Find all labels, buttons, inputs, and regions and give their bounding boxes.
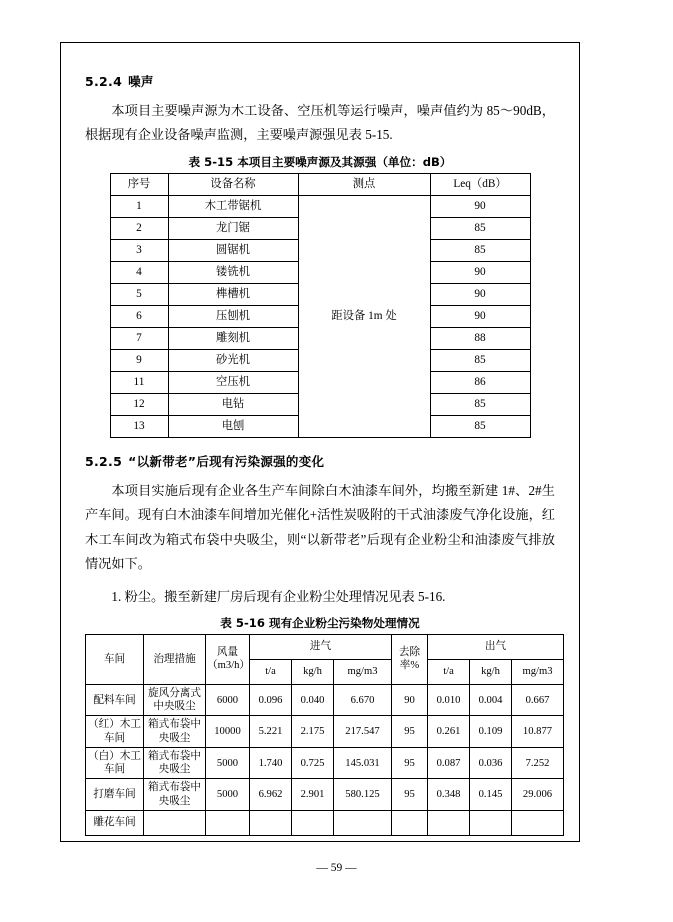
header-out-mg: mg/m3 [512, 659, 564, 684]
cell-out-kgh [470, 810, 512, 835]
cell-in-kgh [292, 810, 334, 835]
cell-out-mg: 29.006 [512, 779, 564, 810]
dust-pollutant-table [85, 634, 564, 836]
cell-leq: 85 [430, 239, 530, 261]
cell-workshop: 打磨车间 [86, 779, 144, 810]
cell-device: 榫槽机 [168, 283, 298, 305]
table-row [86, 810, 564, 835]
cell-no: 7 [110, 327, 168, 349]
cell-device: 砂光机 [168, 349, 298, 371]
table-header-row-1 [86, 634, 564, 659]
cell-in-ta: 0.096 [250, 684, 292, 715]
cell-in-mg: 6.670 [334, 684, 392, 715]
cell-out-mg [512, 810, 564, 835]
header-airflow-unit: （m3/h） [207, 660, 250, 672]
cell-in-mg [334, 810, 392, 835]
cell-out-kgh: 0.036 [470, 747, 512, 778]
cell-in-kgh: 0.725 [292, 747, 334, 778]
noise-source-table [110, 173, 531, 438]
cell-in-mg: 580.125 [334, 779, 392, 810]
cell-measure: 箱式布袋中央吸尘 [144, 779, 206, 810]
cell-removal: 95 [392, 716, 428, 747]
header-in-ta: t/a [250, 659, 292, 684]
cell-measure-point: 距设备 1m 处 [298, 195, 430, 437]
cell-workshop: （白）木工车间 [86, 747, 144, 778]
table-row [86, 779, 564, 810]
cell-out-kgh: 0.109 [470, 716, 512, 747]
cell-device: 木工带锯机 [168, 195, 298, 217]
cell-no: 12 [110, 393, 168, 415]
cell-in-kgh: 2.175 [292, 716, 334, 747]
cell-measure: 箱式布袋中央吸尘 [144, 747, 206, 778]
cell-out-ta: 0.010 [428, 684, 470, 715]
header-inlet: 进气 [250, 634, 392, 659]
cell-leq: 90 [430, 283, 530, 305]
cell-no: 5 [110, 283, 168, 305]
cell-device: 圆锯机 [168, 239, 298, 261]
header-removal-label: 去除 [398, 647, 421, 659]
header-no: 序号 [110, 173, 168, 195]
header-removal-sub: 率% [399, 660, 420, 672]
cell-device: 龙门锯 [168, 217, 298, 239]
table-row [110, 195, 530, 217]
cell-measure [144, 810, 206, 835]
table-caption-dust: 表 5-16 现有企业粉尘污染物处理情况 [220, 615, 420, 630]
list-item: 1. 粉尘。搬至新建厂房后现有企业粉尘处理情况见表 5-16. [111, 588, 446, 604]
cell-removal: 95 [392, 779, 428, 810]
cell-removal: 95 [392, 747, 428, 778]
header-workshop: 车间 [86, 634, 144, 684]
cell-no: 1 [110, 195, 168, 217]
cell-workshop: （红）木工车间 [86, 716, 144, 747]
header-outlet: 出气 [428, 634, 564, 659]
cell-leq: 90 [430, 305, 530, 327]
cell-out-ta [428, 810, 470, 835]
cell-no: 6 [110, 305, 168, 327]
header-in-kgh: kg/h [292, 659, 334, 684]
cell-no: 4 [110, 261, 168, 283]
cell-in-mg: 145.031 [334, 747, 392, 778]
cell-airflow [206, 810, 250, 835]
cell-in-ta [250, 810, 292, 835]
cell-removal [392, 810, 428, 835]
paragraph-pollution-change: 本项目实施后现有企业各生产车间除白木油漆车间外，均搬至新建 1#、2#生产车间。现有白木油漆车间增加光催化+活性炭吸附的干式油漆废气净化设施，红木工车间改为箱式布袋中央吸尘，则“以新带老”后现有企业粉尘和油漆废气排放情况如下。 [85, 482, 555, 572]
cell-leq: 90 [430, 195, 530, 217]
cell-no: 13 [110, 415, 168, 437]
cell-workshop: 配料车间 [86, 684, 144, 715]
cell-measure: 旋风分离式中央吸尘 [144, 684, 206, 715]
cell-no: 9 [110, 349, 168, 371]
cell-out-ta: 0.261 [428, 716, 470, 747]
header-device: 设备名称 [168, 173, 298, 195]
cell-device: 电钻 [168, 393, 298, 415]
cell-out-kgh: 0.004 [470, 684, 512, 715]
header-airflow-label: 风量 [216, 647, 239, 659]
cell-leq: 85 [430, 217, 530, 239]
header-measure: 治理措施 [144, 634, 206, 684]
table-caption-noise: 表 5-15 本项目主要噪声源及其源强（单位：dB） [188, 154, 452, 169]
cell-device: 电刨 [168, 415, 298, 437]
section-heading-pollution-change [85, 452, 555, 470]
cell-leq: 86 [430, 371, 530, 393]
cell-in-kgh: 0.040 [292, 684, 334, 715]
cell-out-mg: 0.667 [512, 684, 564, 715]
cell-removal: 90 [392, 684, 428, 715]
cell-device: 雕刻机 [168, 327, 298, 349]
cell-leq: 90 [430, 261, 530, 283]
cell-out-mg: 10.877 [512, 716, 564, 747]
cell-airflow: 6000 [206, 684, 250, 715]
cell-device: 镂铣机 [168, 261, 298, 283]
header-leq: Leq（dB） [430, 173, 530, 195]
header-out-kgh: kg/h [470, 659, 512, 684]
section-title: “以新带老”后现有污染源强的变化 [128, 453, 325, 469]
cell-leq: 85 [430, 349, 530, 371]
header-removal [392, 634, 428, 684]
section-heading-noise [85, 72, 555, 90]
cell-leq: 88 [430, 327, 530, 349]
cell-out-ta: 0.087 [428, 747, 470, 778]
section-number: 5.2.4 [85, 74, 123, 89]
header-point: 测点 [298, 173, 430, 195]
cell-in-ta: 1.740 [250, 747, 292, 778]
cell-out-kgh: 0.145 [470, 779, 512, 810]
cell-airflow: 5000 [206, 747, 250, 778]
header-out-ta: t/a [428, 659, 470, 684]
table-row [86, 684, 564, 715]
cell-device: 压刨机 [168, 305, 298, 327]
page-content [85, 72, 555, 836]
header-in-mg: mg/m3 [334, 659, 392, 684]
cell-workshop: 雕花车间 [86, 810, 144, 835]
cell-airflow: 5000 [206, 779, 250, 810]
section-number: 5.2.5 [85, 453, 123, 469]
header-airflow [206, 634, 250, 684]
section-title: 噪声 [128, 74, 154, 89]
cell-no: 11 [110, 371, 168, 393]
cell-in-kgh: 2.901 [292, 779, 334, 810]
table-row [86, 716, 564, 747]
cell-no: 3 [110, 239, 168, 261]
table-row [86, 747, 564, 778]
paragraph-noise: 本项目主要噪声源为木工设备、空压机等运行噪声，噪声值约为 85～90dB，根据现有企业设备噪声监测，主要噪声源强见表 5-15. [85, 103, 555, 143]
cell-out-mg: 7.252 [512, 747, 564, 778]
cell-airflow: 10000 [206, 716, 250, 747]
cell-out-ta: 0.348 [428, 779, 470, 810]
cell-no: 2 [110, 217, 168, 239]
cell-leq: 85 [430, 415, 530, 437]
cell-leq: 85 [430, 393, 530, 415]
cell-in-ta: 6.962 [250, 779, 292, 810]
table-header-row [110, 173, 530, 195]
page-number: — 59 — [316, 862, 357, 874]
cell-in-mg: 217.547 [334, 716, 392, 747]
cell-in-ta: 5.221 [250, 716, 292, 747]
cell-device: 空压机 [168, 371, 298, 393]
cell-measure: 箱式布袋中央吸尘 [144, 716, 206, 747]
